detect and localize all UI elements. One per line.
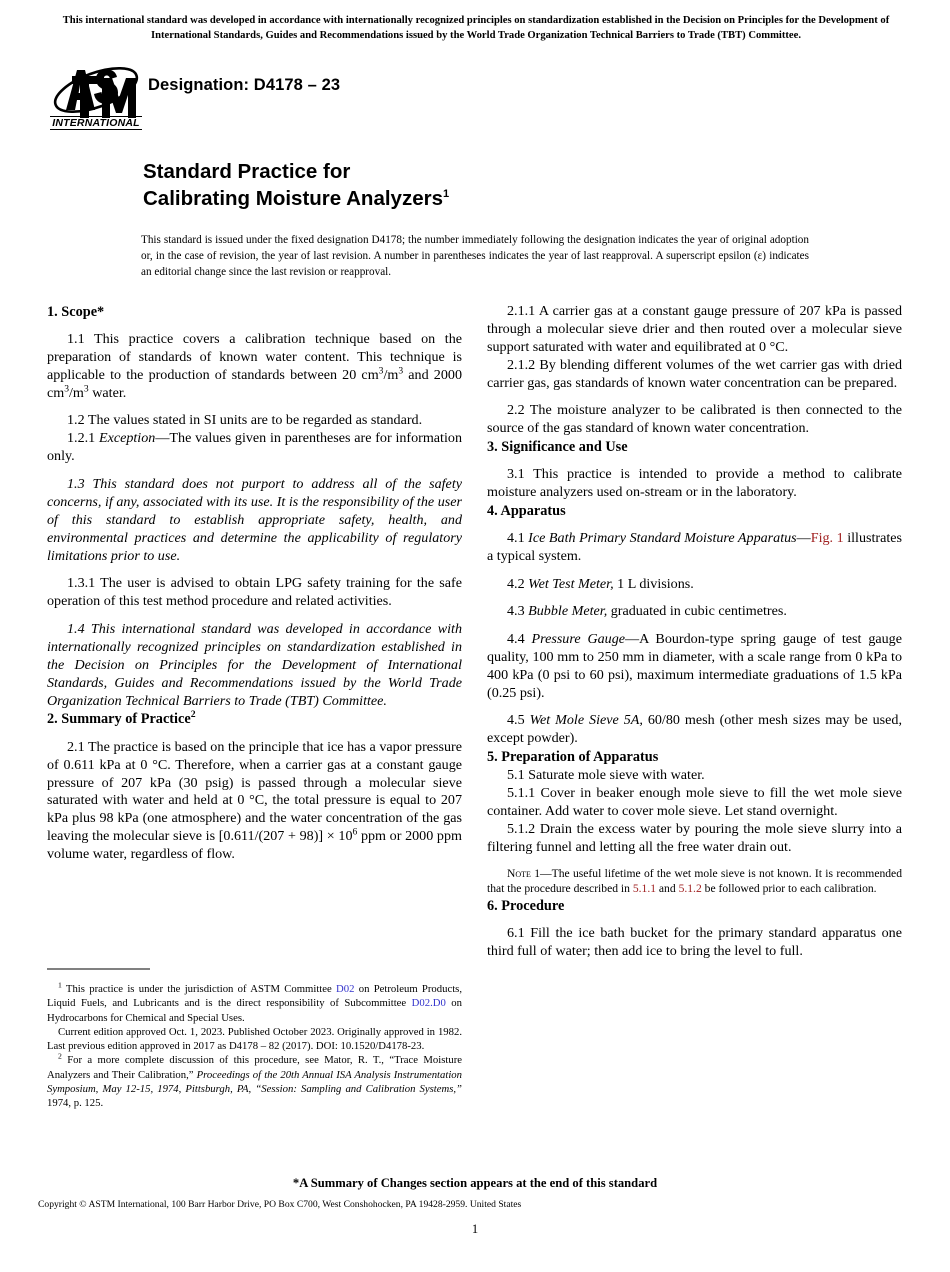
para-5-1: 5.1 Saturate mole sieve with water. [507, 766, 705, 783]
para-4-5-term: Wet Mole Sieve 5A, [529, 712, 643, 729]
footnote-1 [47, 982, 462, 1025]
para-4-1 [487, 530, 902, 566]
astm-logo-icon [50, 62, 142, 118]
footnote-1-marker: 1 [58, 980, 62, 990]
para-2-1-text-b: ppm or 2000 ppm volume water, regardless of flow. [47, 828, 462, 863]
note-text-a: —The useful lifetime of the wet mole sieve is not known. It is recommended that the procedure described in [487, 866, 902, 896]
footnote-2-text-b: 1974, p. 125. [47, 1097, 104, 1110]
para-4-2 [487, 576, 902, 594]
issuance-note: This standard is issued under the fixed designation D4178; the number immediately following the designation indicates the year of original adoption or, in the case of revision, the year of last revision. A number in parentheses indicates the year of last reapproval. A superscript epsilon (ε) indicates an editorial change since the last revision or reapproval. [141, 234, 809, 279]
para-1-2-1-term: Exception [98, 430, 156, 447]
unit-sup-1: 3 [378, 365, 384, 377]
para-4-3-term: Bubble Meter, [528, 603, 608, 620]
note-mid: and [656, 882, 679, 896]
designation: Designation: D4178 – 23 [148, 76, 341, 94]
para-1-2: 1.2 The values stated in SI units are to be regarded as standard. [67, 412, 423, 429]
footnote-1-text-c: on Hydrocarbons for Chemical and Special Uses. [47, 997, 462, 1024]
para-4-2-rest: 1 L divisions. [613, 575, 694, 592]
para-4-1-term: Ice Bath Primary Standard Moisture Apparatus [528, 530, 797, 547]
unit-sup-2: 3 [398, 365, 404, 377]
footnote-1-text-a: This practice is under the jurisdiction of ASTM Committee [61, 983, 337, 995]
para-1-1 [47, 331, 462, 403]
footnote-edition: Current edition approved Oct. 1, 2023. Published October 2023. Originally approved in 1982. Last previous edition approved in 2017 as D4178 – 82 (2017). DOI: 10.1520/D4178-23. [47, 1025, 462, 1053]
para-2-2: 2.2 The moisture analyzer to be calibrated is then connected to the source of the gas standard of known water concentration. [487, 402, 902, 437]
para-4-4-rest: —A Bourdon-type spring gauge of test gauge quality, 100 mm to 250 mm in diameter, with a scale range from 0 kPa to 400 kPa (0 psi to 60 psi), maximum intermediate graduations of 1.5 kPa (0.25 psi). [487, 630, 902, 701]
para-2-1-1: 2.1.1 A carrier gas at a constant gauge pressure of 207 kPa is passed through a molecular sieve drier and then routed over a molecular sieve support saturated with water and equilibrated at 0 °C. [487, 303, 902, 355]
para-2-1-text-a: 2.1 The practice is based on the principle that ice has a vapor pressure of 0.611 kPa at 0 °C. Therefore, when a carrier gas at a constant gauge pressure of 207 kPa (30 psig) is passed through a molecular sieve saturated with water and held at 0 °C, the total pressure is equal to 207 kPa plus 98 kPa (one atmosphere) and the water concentration of the gas leaving the molecular sieve is [0.611/(207 + 98)] × 10 [47, 738, 462, 845]
para-4-4 [487, 631, 902, 703]
para-4-5-number: 4.5 [507, 712, 525, 729]
note-text-b: be followed prior to each calibration. [701, 882, 877, 896]
right-column [487, 303, 902, 1123]
subcommittee-d02d0-link[interactable]: D02.D0 [411, 997, 446, 1010]
para-4-3-number: 4.3 [507, 603, 525, 620]
footnote-2-citation: Proceedings of the 20th Annual ISA Analysis Instrumentation Symposium, May 12-15, 1974, Pittsburgh, PA, “Session: Sampling and Calibration Systems,” [47, 1068, 462, 1095]
title-footnote-marker: 1 [442, 188, 450, 201]
para-5-1-2: 5.1.2 Drain the excess water by pouring the mole sieve slurry into a filtering funnel and letting all the free water drain out. [487, 820, 902, 855]
heading-summary-text: 2. Summary of Practice [47, 711, 191, 728]
unit-e: water. [88, 384, 127, 401]
para-2-1 [47, 739, 462, 865]
copyright-notice: Copyright © ASTM International, 100 Barr Harbor Drive, PO Box C700, West Conshohocken, PA 19428-2959. United States [38, 1199, 522, 1210]
para-1-2-1-number: 1.2.1 [67, 430, 96, 447]
para-6-1: 6.1 Fill the ice bath bucket for the primary standard apparatus one third full of water; then add ice to bring the level to full. [487, 924, 902, 959]
para-4-4-term: Pressure Gauge [531, 630, 626, 647]
page-title [143, 158, 663, 213]
footnote-divider [47, 968, 150, 970]
para-4-3 [487, 603, 902, 621]
para-1-2-1-rest: —The values given in parentheses are for information only. [47, 430, 462, 465]
unit-sup-3: 3 [64, 383, 70, 395]
footnote-2 [47, 1053, 462, 1110]
unit-sup-4: 3 [83, 383, 89, 395]
astm-logo-mark [50, 62, 142, 118]
summary-of-changes-note: *A Summary of Changes section appears at the end of this standard [292, 1176, 658, 1190]
heading-summary-footnote-marker: 2 [190, 709, 196, 721]
para-4-5 [487, 712, 902, 748]
para-1-3-1: 1.3.1 The user is advised to obtain LPG safety training for the safe operation of this test method procedure and related activities. [47, 575, 462, 610]
unit-c: and 2000 cm [47, 367, 462, 401]
para-1-2-1 [47, 430, 462, 466]
heading-significance-and-use: 3. Significance and Use [487, 439, 628, 456]
note-1 [487, 866, 902, 897]
para-4-5-rest: 60/80 mesh (other mesh sizes may be used, except powder). [487, 712, 902, 747]
heading-apparatus: 4. Apparatus [487, 503, 566, 520]
unit-b-1: /m [383, 367, 399, 384]
para-4-1-dash: — [796, 530, 811, 547]
unit-d: /m [69, 384, 84, 401]
para-1-4: 1.4 This international standard was developed in accordance with internationally recognized principles on standardization established in the Decision on Principles for the Development of International Standards, Guides and Recommendations issued by the World Trade Organization Technical Barriers to Trade (TBT) Committee. [47, 620, 462, 709]
footnote-2-marker: 2 [58, 1051, 62, 1061]
footnote-2-text-a: For a more complete discussion of this procedure, see Mator, R. T., “Trace Moisture Analyzers and Their Calibration,” [47, 1054, 462, 1081]
note-link-5-1-1[interactable]: 5.1.1 [632, 882, 657, 896]
para-4-2-term: Wet Test Meter, [528, 575, 614, 592]
committee-d02-link[interactable]: D02 [336, 983, 355, 995]
tbt-banner: This international standard was developed in accordance with internationally recognized principles on standardization established in the Decision on Principles for the Development of International Standards, Guides and Recommendations issued by the World Trade Organization Technical Barriers to Trade (TBT) Committee. [62, 15, 890, 41]
astm-logo [50, 62, 142, 134]
para-1-1-text-a: This practice covers a calibration technique based on the preparation of standards of known water content. This technique is applicable to the production of standards between 20 cm [47, 331, 462, 384]
para-4-3-rest: graduated in cubic centimetres. [607, 603, 787, 620]
para-1-3: 1.3 This standard does not purport to address all of the safety concerns, if any, associated with its use. It is the responsibility of the user of this standard to establish appropriate safety, health, and environmental practices and determine the applicability of regulatory limitations prior to use. [47, 475, 462, 564]
note-link-5-1-2[interactable]: 5.1.2 [678, 882, 702, 896]
page-number: 1 [471, 1222, 479, 1236]
note-number: 1 [530, 866, 541, 880]
heading-summary-of-practice [47, 710, 462, 729]
heading-preparation-of-apparatus: 5. Preparation of Apparatus [487, 749, 659, 766]
para-4-1-number: 4.1 [507, 530, 525, 547]
para-5-1-1: 5.1.1 Cover in beaker enough mole sieve to fill the wet mole sieve container. Add water to cover mole sieve. Let stand overnight. [487, 784, 902, 819]
left-column [47, 303, 462, 953]
footnote-1-text-b: on Petroleum Products, Liquid Fuels, and Lubricants and is the direct responsibility of Subcommittee [47, 983, 462, 1010]
para-1-1-number: 1.1 [67, 331, 85, 348]
title-line-2: Calibrating Moisture Analyzers [143, 187, 443, 211]
figure-1-link[interactable]: Fig. 1 [810, 530, 844, 547]
note-label: Note [507, 866, 531, 880]
heading-scope: 1. Scope* [47, 304, 105, 320]
para-4-1-rest: illustrates a typical system. [487, 530, 903, 565]
para-4-4-number: 4.4 [507, 630, 525, 647]
para-4-2-number: 4.2 [507, 575, 525, 592]
title-line-1: Standard Practice for [143, 160, 351, 183]
astm-logo-wordmark: INTERNATIONAL [50, 116, 142, 130]
heading-procedure: 6. Procedure [487, 897, 565, 914]
power-sup: 6 [352, 826, 358, 838]
para-2-1-2: 2.1.2 By blending different volumes of the wet carrier gas with dried carrier gas, gas standards of known water concentration can be prepared. [487, 356, 902, 391]
para-3-1: 3.1 This practice is intended to provide a method to calibrate moisture analyzers used on-stream or in the laboratory. [487, 466, 902, 501]
footnotes [47, 982, 462, 1111]
